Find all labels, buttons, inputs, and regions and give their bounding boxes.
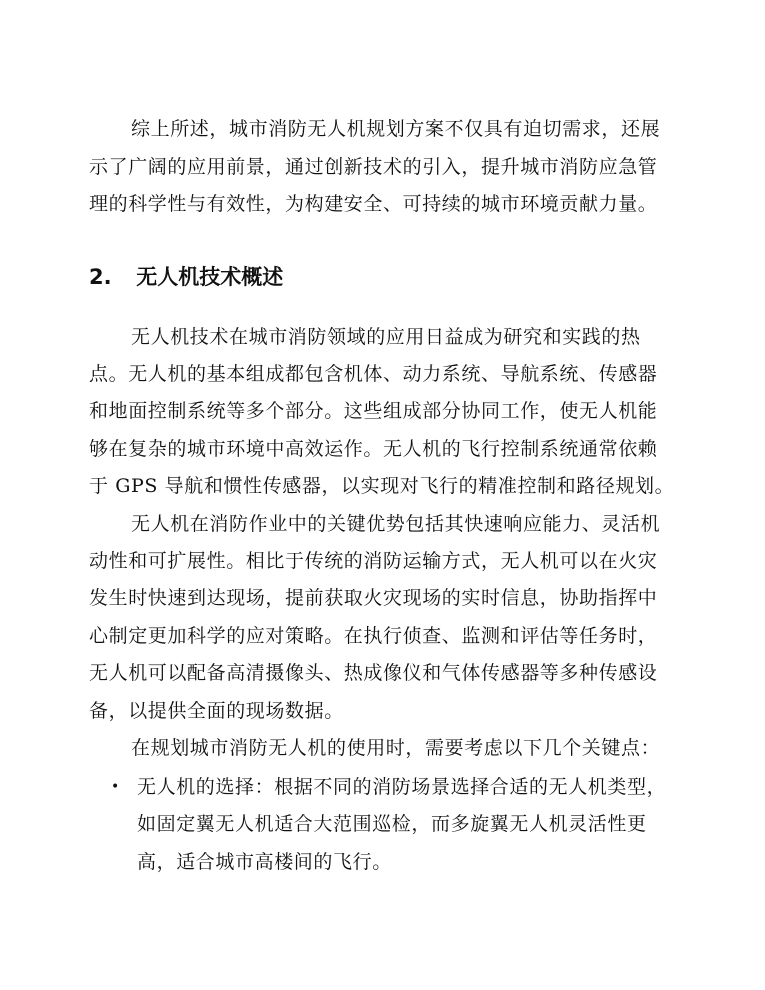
bullet-icon: • <box>111 779 120 795</box>
summary-line-3: 理的科学性与有效性，为构建安全、可持续的城市环境贡献力量。 <box>89 193 658 215</box>
section-heading <box>89 264 283 290</box>
bullet-item-line-2: 如固定翼无人机适合大范围巡检，而多旋翼无人机灵活性更 <box>137 813 647 835</box>
paragraph1-line-5: 于 GPS 导航和惯性传感器，以实现对飞行的精准控制和路径规划。 <box>89 475 675 497</box>
paragraph2-line-1: 无人机在消防作业中的关键优势包括其快速响应能力、灵活机 <box>131 513 661 535</box>
paragraph2-line-2: 动性和可扩展性。相比于传统的消防运输方式，无人机可以在火灾 <box>89 550 658 572</box>
summary-line-2: 示了广阔的应用前景，通过创新技术的引入，提升城市消防应急管 <box>89 156 658 178</box>
bullet-item-line-3: 高，适合城市高楼间的飞行。 <box>137 851 392 873</box>
paragraph1-line-3: 和地面控制系统等多个部分。这些组成部分协同工作，使无人机能 <box>89 400 658 422</box>
paragraph2-line-5: 无人机可以配备高清摄像头、热成像仪和气体传感器等多种传感设 <box>89 662 658 684</box>
paragraph1-line-1: 无人机技术在城市消防领域的应用日益成为研究和实践的热 <box>131 326 641 348</box>
paragraph3-line-1: 在规划城市消防无人机的使用时，需要考虑以下几个关键点： <box>131 737 661 759</box>
paragraph2-line-3: 发生时快速到达现场，提前获取火灾现场的实时信息，协助指挥中 <box>89 587 658 609</box>
section-number: 2. <box>89 265 112 289</box>
paragraph1-line-2: 点。无人机的基本组成都包含机体、动力系统、导航系统、传感器 <box>89 363 658 385</box>
paragraph2-line-4: 心制定更加科学的应对策略。在执行侦查、监测和评估等任务时， <box>89 625 658 647</box>
paragraph1-line-4: 够在复杂的城市环境中高效运作。无人机的飞行控制系统通常依赖 <box>89 438 658 460</box>
bullet-item-line-1: 无人机的选择：根据不同的消防场景选择合适的无人机类型， <box>137 776 667 798</box>
paragraph2-line-6: 备，以提供全面的现场数据。 <box>89 700 344 722</box>
section-title: 无人机技术概述 <box>136 265 284 289</box>
summary-line-1: 综上所述，城市消防无人机规划方案不仅具有迫切需求，还展 <box>131 118 661 140</box>
